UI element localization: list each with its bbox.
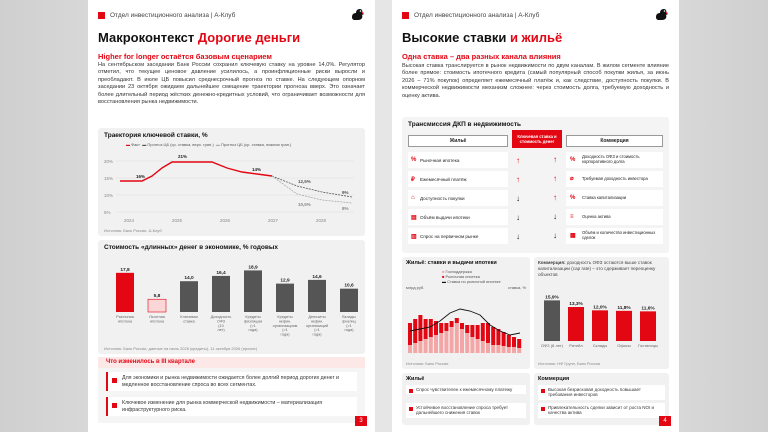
q3-box [98, 357, 365, 423]
arrow-up-icon: ↑ [553, 154, 557, 164]
cost-chart [102, 254, 360, 346]
cost-category-label: Вклады физлиц (>1 года) [342, 315, 356, 333]
rate-label: 9% [342, 190, 349, 195]
q3-item: Для экономики и рынка недвижимости ожидается более долгий период дорогих денег и медленное восстановление спроса во всех сегментах. [106, 372, 357, 391]
mortgage-market-bar [450, 321, 454, 327]
commerce-chart-text: доходность ОФЗ остаются выше ставок капитализации (cap rate) – это сдерживает переоценку объектов [538, 260, 656, 277]
legend-forecast-upper: Прогноз ЦБ (ср. ставка, верх. гран.) [147, 142, 214, 147]
mortgage-support-bar [424, 339, 428, 353]
header-text: Отдел инвестиционного анализа | А-Клуб [414, 11, 540, 19]
rate-chart-heading: Траектория ключевой ставки, % [104, 132, 208, 139]
cost-category-label: Льготная ипотека [149, 315, 165, 324]
page-header [98, 8, 365, 22]
rate-label: 10,5% [298, 202, 311, 207]
arrow-up-icon: ↑ [553, 173, 557, 183]
housing-legend: ■ Господдержка ■ Рыночная ипотека ▬ Ставка по рыночной ипотеке [442, 269, 501, 284]
caprate-value-label: 15,9% [545, 295, 559, 301]
cost-value-label: 12,9 [280, 278, 290, 284]
mortgage-support-bar [491, 345, 495, 353]
housing-row-icon: ₽ [411, 176, 415, 183]
summary-item: Привлекательность сделки зависит от роста NOI и качества актива [538, 403, 665, 418]
summary-housing-heading: Жильё [406, 376, 425, 382]
legend-forecast-lower: Прогноз ЦБ (ср. ставка, нижняя гран.) [221, 142, 292, 147]
cost-value-label: 10,6 [344, 283, 354, 289]
mortgage-support-bar [465, 333, 469, 353]
rate-label: 12,5% [298, 179, 311, 184]
mortgage-support-bar [408, 345, 412, 353]
mortgage-support-bar [429, 337, 433, 353]
arrow-down-icon: ↓ [516, 231, 520, 241]
ytick: 20% [104, 159, 114, 164]
rate-label: 8% [342, 206, 349, 211]
mortgage-support-bar [434, 335, 438, 353]
mortgage-market-bar [413, 319, 417, 343]
q3-heading: Что изменилось в III квартале [98, 357, 365, 368]
arrow-up-icon: ↑ [516, 174, 520, 184]
commerce-chart [538, 283, 665, 359]
mortgage-support-bar [418, 341, 422, 353]
page-number: 4 [659, 416, 671, 426]
commerce-row [553, 228, 663, 244]
mortgage-support-bar [502, 346, 506, 353]
arrow-up-icon: ↑ [516, 155, 520, 165]
caprate-bar [640, 311, 656, 341]
cost-value-label: 16,4 [216, 270, 226, 276]
title-main: Высокие ставки [402, 30, 507, 45]
housing-chart [406, 291, 526, 357]
rate-label: 21% [178, 154, 188, 159]
caprate-value-label: 11,8% [617, 305, 631, 311]
mortgage-support-bar [439, 333, 443, 353]
mortgage-market-bar [455, 318, 459, 323]
mortgage-market-bar [486, 323, 490, 343]
mortgage-support-bar [476, 339, 480, 353]
transmission-heading: Трансмиссия ДКП в недвижимость [408, 121, 522, 128]
transmission-box [402, 117, 669, 253]
mortgage-market-bar [408, 323, 412, 345]
housing-row [408, 209, 520, 225]
commerce-row [553, 190, 663, 206]
summary-item: Высокая безрисковая доходность повышает требования инвесторов [538, 385, 665, 400]
ytick: 10% [104, 193, 114, 198]
cost-bar [116, 273, 134, 312]
caprate-value-label: 11,6% [641, 306, 655, 312]
mortgage-support-bar [496, 345, 500, 353]
mortgage-market-bar [507, 335, 511, 347]
cost-bar [340, 289, 358, 312]
housing-row [408, 152, 520, 168]
mortgage-market-bar [418, 315, 422, 341]
mortgage-market-bar [439, 323, 443, 333]
col-key-rate: Ключевая ставка и стоимость денег [512, 130, 562, 148]
mortgage-market-bar [512, 337, 516, 347]
mortgage-support-bar [512, 347, 516, 353]
cost-chart-box [98, 240, 365, 354]
legend-support: Господдержка [445, 269, 472, 274]
commerce-row [553, 152, 663, 168]
summary-commerce [534, 373, 669, 425]
housing-row [408, 171, 520, 187]
summary-housing [402, 373, 530, 425]
col-commerce: Коммерция [566, 135, 663, 147]
housing-row-label: Объём выдачи ипотеки [420, 214, 470, 220]
mortgage-market-bar [502, 332, 506, 346]
intro-paragraph: Высокая ставка транслируется в рынок недвижимости по двум каналам. В жилом сегменте влияние более прямое: стоимость ипотечного кредита (самый популярный способ покупки жилья, за июнь 2026 – 71% покупок) определяет ежемесячный платёж и, как следствие, доступность покупки. В коммерческой недвижимости механизм сложнее: через стоимость долга, требуемую доходность и оценку актива. [402, 63, 669, 99]
caprate-category-label: Склады [592, 343, 608, 348]
q3-item: Ключевое изменение для рынка коммерческой недвижимости – материализация инфраструктурного риска. [106, 397, 357, 416]
commerce-chart-heading: Коммерция: [538, 260, 566, 265]
cost-bar [180, 281, 198, 312]
arrow-down-icon: ↓ [553, 211, 557, 221]
intro-paragraph: На сентябрьском заседании Банк России сохранил ключевую ставку на уровне 14,0%. Регулятор отметил, что текущее ценовое давление усилилось, а проинфляционные риски выросли и преобладают. В июле ЦБ повысил среднесрочный прогноз по ставке. На следующем опорном заседании 23 октября ожидаем дальнейшее смещение траектории прогноза вверх. Это означает более длительный период жёстких денежно-кредитных условий, что ограничивает возможности для восстановления рынка недвижимости. [98, 62, 365, 106]
brand-square-icon [402, 12, 409, 19]
mortgage-support-bar [486, 343, 490, 353]
arrow-down-icon: ↓ [516, 212, 520, 222]
cost-category-label: Ключевая ставка [180, 315, 198, 324]
mortgage-support-bar [450, 327, 454, 353]
housing-yleft: млрд руб. [406, 285, 425, 290]
summary-commerce-heading: Коммерция [538, 376, 570, 382]
commerce-row [553, 171, 663, 187]
caprate-category-label: Ритейл [569, 343, 583, 348]
mortgage-market-bar [465, 325, 469, 333]
page-header [402, 8, 669, 22]
commerce-row-label: Оценка актива [582, 213, 611, 219]
caprate-bar [616, 311, 632, 341]
commerce-source: Источник: НФ Групп, Банк России [538, 361, 601, 366]
header-text: Отдел инвестиционного анализа | А-Клуб [110, 11, 236, 19]
rate-legend: ▬ Факт ▬ Прогноз ЦБ (ср. ставка, верх. гран.) ▬ Прогноз ЦБ (ср. ставка, нижняя гран.) [126, 142, 292, 147]
subtitle: Higher for longer остаётся базовым сценарием [98, 52, 272, 61]
caprate-bar [592, 310, 608, 341]
caprate-category-label: Гостиницы [638, 343, 658, 348]
mortgage-support-bar [481, 341, 485, 353]
cost-category-label: Депозиты нефин. организаций (>1 года) [305, 315, 329, 337]
commerce-row-icon: % [570, 194, 576, 201]
cost-value-label: 14,0 [184, 276, 194, 282]
housing-row-label: Ежемесячный платёж [420, 176, 467, 182]
rate-label: 16% [136, 174, 146, 179]
mortgage-market-bar [429, 319, 433, 337]
cost-value-label: 14,6 [312, 274, 322, 280]
summary-item: Устойчивое восстановление спроса требует дальнейшего снижения ставок [406, 403, 526, 418]
page-number: 3 [355, 416, 367, 426]
page-title [402, 30, 562, 45]
cost-bar [244, 270, 262, 312]
housing-row [408, 190, 520, 206]
mortgage-market-bar [491, 327, 495, 345]
year-label: 2028 [316, 218, 327, 223]
caprate-value-label: 13,3% [569, 302, 583, 308]
caprate-bar [544, 300, 560, 341]
caprate-category-label: Офисы [617, 343, 631, 348]
caprate-bar [568, 307, 584, 341]
col-housing: Жильё [408, 135, 508, 147]
cost-value-label: 18,9 [248, 265, 258, 271]
commerce-row [553, 209, 663, 225]
commerce-row-icon: ⌀ [570, 175, 574, 182]
cost-category-label: Рыночная ипотека [116, 315, 134, 324]
legend-rate: Ставка по рыночной ипотеке [447, 279, 501, 284]
commerce-row-icon: ▦ [570, 232, 576, 239]
cost-bar [212, 276, 230, 312]
rate-chart [102, 148, 360, 228]
year-label: 2027 [268, 218, 279, 223]
cost-value-label: 17,8 [120, 267, 130, 273]
housing-row-icon: ▤ [411, 214, 417, 221]
title-main: Макроконтекст [98, 30, 195, 45]
mortgage-support-bar [470, 337, 474, 353]
caprate-category-label: ОФЗ (8 лет) [541, 343, 563, 348]
commerce-row-label: Объём и количество инвестиционных сделок [582, 230, 656, 240]
legend-market: Рыночная ипотека [445, 274, 480, 279]
commerce-row-label: Требуемая доходность инвестора [582, 175, 648, 181]
summary-item: Спрос чувствителен к ежемесячному платежу [406, 385, 526, 394]
cost-category-label: Кредиты физлицам (>1 года) [243, 315, 263, 333]
housing-row-label: Рыночная ипотека [420, 157, 460, 163]
cost-chart-heading: Стоимость «длинных» денег в экономике, % годовых [104, 244, 279, 251]
housing-chart-box [402, 257, 530, 369]
year-label: 2026 [220, 218, 231, 223]
housing-source: Источник: Банк России [406, 361, 449, 366]
cost-bar [148, 299, 166, 312]
housing-row-label: Спрос на первичном рынке [420, 233, 479, 239]
commerce-row-icon: % [570, 156, 576, 163]
arrow-down-icon: ↓ [516, 193, 520, 203]
mortgage-support-bar [517, 348, 521, 353]
housing-row-icon: ▥ [411, 233, 417, 240]
mortgage-support-bar [455, 323, 459, 353]
ytick: 15% [104, 176, 114, 181]
housing-row-label: Доступность покупки [420, 195, 465, 201]
mortgage-market-bar [424, 319, 428, 339]
cost-bar [276, 284, 294, 312]
arrow-down-icon: ↓ [553, 230, 557, 240]
mortgage-market-bar [481, 323, 485, 341]
mortgage-market-bar [470, 325, 474, 337]
title-accent: Дорогие деньги [197, 30, 301, 45]
rate-chart-box [98, 128, 365, 236]
cost-category-label: Кредиты нефин. организациям (>1 года) [272, 315, 298, 337]
cost-value-label: 5,8 [153, 294, 161, 300]
legend-fact: Факт [131, 142, 141, 147]
commerce-chart-box [534, 257, 669, 369]
page-title [98, 30, 300, 45]
rate-label: 14% [252, 167, 262, 172]
mortgage-market-bar [444, 323, 448, 331]
commerce-text [538, 260, 665, 277]
ytick: 5% [104, 210, 111, 215]
mortgage-market-bar [517, 339, 521, 348]
housing-row-icon: ⌂ [411, 195, 415, 201]
housing-yright: ставка, % [508, 285, 526, 290]
rate-source: Источник: Банк России, А-Клуб [104, 228, 162, 233]
duck-logo-icon [653, 6, 669, 22]
commerce-row-label: Ставка капитализации [582, 194, 627, 200]
mortgage-market-bar [460, 323, 464, 329]
page-right [392, 0, 679, 432]
title-accent: и жильё [509, 30, 563, 45]
mortgage-market-bar [476, 325, 480, 339]
page-left [88, 0, 375, 432]
arrow-up-icon: ↑ [553, 192, 557, 202]
year-label: 2024 [124, 218, 135, 223]
brand-square-icon [98, 12, 105, 19]
housing-row [408, 228, 520, 244]
cost-category-label: Доходность ОФЗ (10 лет) [210, 315, 232, 333]
rate-forecast-upper-line [272, 176, 352, 197]
commerce-row-icon: ≡ [570, 213, 574, 220]
duck-logo-icon [349, 6, 365, 22]
mortgage-support-bar [413, 343, 417, 353]
caprate-value-label: 12,0% [593, 305, 607, 311]
subtitle: Одна ставка – два разных канала влияния [402, 52, 561, 61]
cost-source: Источник: Банк России, данные на июль 2026 (кредиты), 11 октября 2026 (прочие) [104, 346, 258, 351]
housing-row-icon: % [411, 157, 417, 163]
mortgage-support-bar [444, 331, 448, 353]
commerce-row-label: Доходность ОФЗ и стоимость корпоративного долга [582, 154, 640, 164]
cost-bar [308, 280, 326, 312]
housing-chart-heading: Жильё: ставки и выдачи ипотеки [406, 260, 497, 266]
mortgage-support-bar [507, 347, 511, 353]
year-label: 2025 [172, 218, 183, 223]
mortgage-support-bar [460, 329, 464, 353]
